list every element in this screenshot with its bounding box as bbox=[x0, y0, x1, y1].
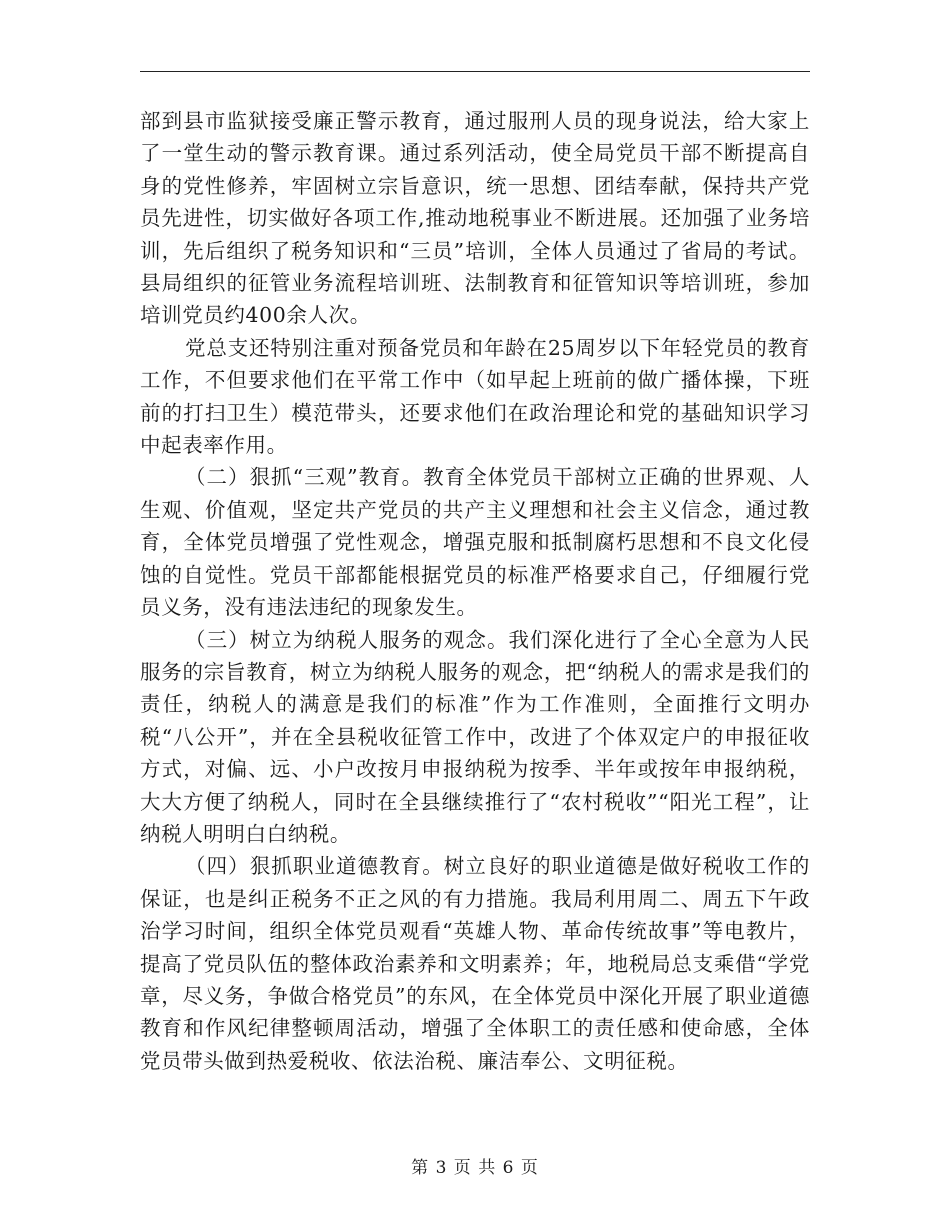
document-body bbox=[140, 105, 810, 1077]
header-rule bbox=[140, 71, 810, 72]
paragraph-three-views: （二）狠抓“三观”教育。教育全体党员干部树立正确的世界观、人生观、价值观，坚定共产党员的共产主义理想和社会主义信念，通过教育，全体党员增强了党性观念，增强克服和抵制腐朽思想和不良文化侵蚀的自觉性。党员干部都能根据党员的标准严格要求自己，仔细履行党员义务，没有违法违纪的现象发生。 bbox=[140, 465, 810, 620]
paragraph-professional-ethics: （四）狠抓职业道德教育。树立良好的职业道德是做好税收工作的保证，也是纠正税务不正之风的有力措施。我局利用周二、周五下午政治学习时间，组织全体党员观看“英雄人物、革命传统故事”等电教片，提高了党员队伍的整体政治素养和文明素养；年，地税局总支乘借“学党章，尽义务，争做合格党员”的东风，在全体党员中深化开展了职业道德教育和作风纪律整顿周活动，增强了全体职工的责任感和使命感，全体党员带头做到热爱税收、依法治税、廉洁奉公、文明征税。 bbox=[140, 854, 810, 1073]
paragraph-continued: 部到县市监狱接受廉正警示教育，通过服刑人员的现身说法，给大家上了一堂生动的警示教育课。通过系列活动，使全局党员干部不断提高自身的党性修养，牢固树立宗旨意识，统一思想、团结奉献，保持共产党员先进性，切实做好各项工作,推动地税事业不断进展。还加强了业务培训，先后组织了税务知识和“三员”培训，全体人员通过了省局的考试。县局组织的征管业务流程培训班、法制教育和征管知识等培训班，参加培训党员约400余人次。 bbox=[140, 109, 810, 328]
paragraph-taxpayer-service: （三）树立为纳税人服务的观念。我们深化进行了全心全意为人民服务的宗旨教育，树立为纳税人服务的观念，把“纳税人的需求是我们的责任，纳税人的满意是我们的标准”作为工作准则，全面推行文明办税“八公开”，并在全县税收征管工作中，改进了个体双定户的申报征收方式，对偏、远、小户改按月申报纳税为按季、半年或按年申报纳税，大大方便了纳税人，同时在全县继续推行了“农村税收”“阳光工程”，让纳税人明明白白纳税。 bbox=[140, 627, 810, 846]
page-footer: 第 3 页 共 6 页 bbox=[411, 1158, 539, 1178]
paragraph-probationary-members: 党总支还特别注重对预备党员和年龄在25周岁以下年轻党员的教育工作，不但要求他们在平常工作中（如早起上班前的做广播体操，下班前的打扫卫生）模范带头，还要求他们在政治理论和党的基础知识学习中起表率作用。 bbox=[140, 335, 810, 458]
